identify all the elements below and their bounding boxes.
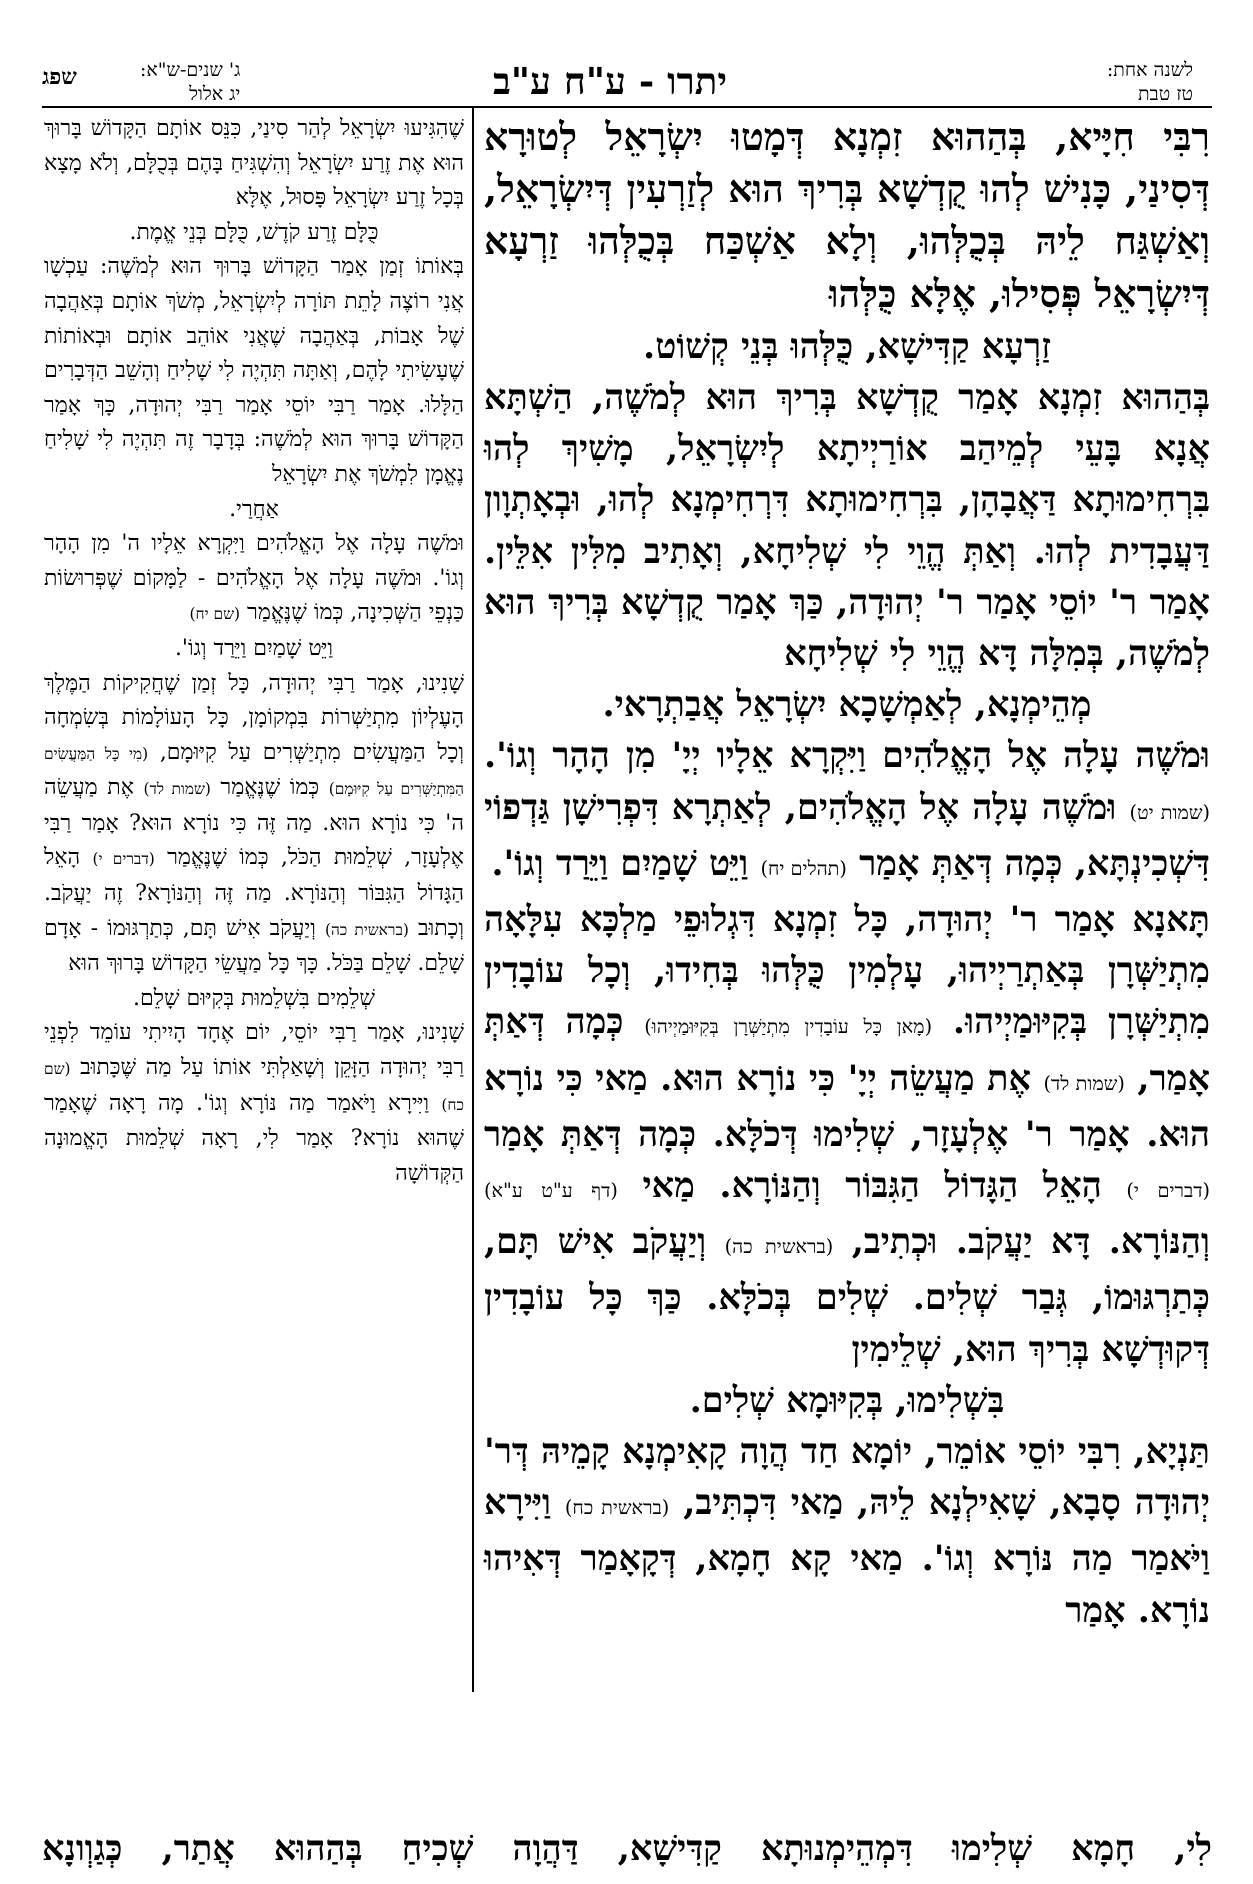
- one-year-schedule: [1107, 58, 1193, 106]
- translation-paragraph-end: שְׁלֵמִים בִּשְׁלֵמוּת בְּקִיּוּם שָׁלֵם.: [132, 985, 376, 1011]
- three-year-schedule: [140, 58, 240, 106]
- main-paragraph: רִבִּי חִיָּיא, בְּהַהוּא זִמְנָא דְּמָטוּ יִשְׂרָאֵל לְטוּרָא דְּסִינַי, כָּנִישׁ לְהוּ קֻדְשָׁא בְּרִיךְ הוּא לְזַרְעִין דְּיִשְׂרָאֵל, וְאַשְׁגַּח לֵיהּ בְּכֻלְּהוּ, וְלָא אַשְׁכַּח בְּכֻלְּהוּ זַרְעָא דְּיִשְׂרָאֵל פְּסִילוּ, אֶלָּא כֻּלְּהוּ: [484, 115, 1210, 316]
- translation-paragraph: שָׁנִינוּ, אָמַר רַבִּי יְהוּדָה, כָּל זְמַן שֶׁחֲקִיקוֹת הַמֶּלֶךְ הָעֶלְיוֹן מִתְיַשְּׁרוֹת בִּמְקוֹמָן, כָּל הָעוֹלָמוֹת בְּשִׂמְחָה וְכָל הַמַּעֲשִׂים מִתְיַשְּׁרִים עַל קִיּוּמָם, (מִי כָּל הַמַּעֲשִׂים הַמִּתְיַשְּׁרִים עַל קִיּוּמָם) כְּמוֹ שֶׁנֶּאֱמַר (שמות לד) אֶת מַעֲשֵׂה ה' כִּי נוֹרָא הוּא. מַה זֶּה כִּי נוֹרָא הוּא? אָמַר רַבִּי אֶלְעָזָר, שְׁלֵמוּת הַכֹּל, כְּמוֹ שֶׁנֶּאֱמַר (דברים י) הָאֵל הַגָּדוֹל הַגִּבּוֹר וְהַנּוֹרָא. מַה זֶּה וְהַנּוֹרָא? זֶה יַעֲקֹב. וְכָתוּב (בראשית כה) וְיַעֲקֹב אִישׁ תָּם, כְּתַרְגּוּמוֹ - אָדָם שָׁלֵם. שָׁלֵם בַּכֹּל. כָּךְ כָּל מַעֲשֵׂי הַקָּדוֹשׁ בָּרוּךְ הוּא: [44, 670, 465, 977]
- translation-paragraph-end: כֻּלָּם זֶרַע קֹדֶשׁ, כֻּלָּם בְּנֵי אֱמֶת.: [129, 219, 379, 245]
- header-divider: [42, 106, 1212, 108]
- gloss-note: (מִי כָּל הַמַּעֲשִׂים הַמִּתְיַשְּׁרִים עַל קִיּוּמָם): [44, 744, 464, 799]
- verse-reference: (בראשית כה): [324, 920, 409, 939]
- folio-reference: (דף ע"ט ע"א): [484, 1179, 618, 1203]
- three-year-label: ג' שנים-ש"א:: [140, 59, 241, 81]
- verse-reference: (תהלים יח): [760, 856, 847, 880]
- one-year-date: טז טבת: [1137, 83, 1193, 105]
- verse-reference: (בראשית כה): [724, 1235, 834, 1259]
- page-number: שפג: [42, 64, 77, 90]
- translation-paragraph: שָׁנִינוּ, אָמַר רַבִּי יוֹסֵי, יוֹם אֶחָד הָיִיתִי עוֹמֵד לִפְנֵי רַבִּי יְהוּדָה הַזָּקֵן וְשָׁאַלְתִּי אוֹתוֹ עַל מַה שֶּׁכָּתוּב (שם כח) וַיִּירָא וַיֹּאמַר מַה נּוֹרָא וְגוֹ'. מָה רָאָה שֶׁאָמַר שֶׁהוּא נוֹרָא? אָמַר לִי, רָאָה שְׁלֵמוּת הָאֱמוּנָה הַקְּדוֹשָׁה: [44, 1020, 464, 1186]
- main-paragraph: בְּהַהוּא זִמְנָא אָמַר קֻדְשָׁא בְּרִיךְ הוּא לְמֹשֶׁה, הַשְׁתָּא אֲנָא בָּעֵי לְמֵיהַב אוֹרַיְיתָא לְיִשְׂרָאֵל, מָשִׁיךְ לְהוּ בִּרְחִימוּתָא דַּאֲבָהָן, בִּרְחִימוּתָא דִּרְחִימְנָא לְהוּ, וּבְאָתְוָון דַּעֲבָדִית לְהוּ. וְאַתְּ הֱוֵי לִי שְׁלִיחָא, וְאָתִיב מִלִּין אִלֵּין. אָמַר ר' יוֹסֵי אָמַר ר' יְהוּדָה, כַּךְ אָמַר קֻדְשָׁא בְּרִיךְ הוּא לְמֹשֶׁה, בְּמִלָּה דָּא הֱוֵי לִי שְׁלִיחָא: [484, 377, 1210, 675]
- translation-paragraph-end: וַיֵּט שָׁמַיִם וַיֵּרַד וְגוֹ'.: [174, 635, 334, 661]
- main-paragraph: תָּאנָא אָמַר ר' יְהוּדָה, כָּל זִמְנָא דִּגְלוּפֵי מַלְכָּא עִלָּאָה מִתְיַשְּׁרָן בְּאַתְרַיְיהוּ, עָלְמִין כֻּלְּהוּ בְּחִידוּ, וְכָל עוֹבָדִין מִתְיַשְּׁרָן בְּקִיּוּמַיְיהוּ. (מָאן כָּל עוֹבָדִין מִתְיַשְּׁרָן בְּקִיּוּמַיְיהוּ) כְּמָה דְּאַתְּ אָמַר, (שמות לד) אֶת מַעֲשֵׂה יְיָ' כִּי נוֹרָא הוּא. מַאי כִּי נוֹרָא הוּא. אָמַר ר' אֶלְעָזָר, שְׁלִימוּ דְּכֹלָּא. כְּמָה דְּאַתְּ אָמַר (דברים י) הָאֵל הַגָּדוֹל הַגִּבּוֹר וְהַנּוֹרָא. מַאי (דף ע"ט ע"א) וְהַנּוֹרָא. דָּא יַעֲקֹב. וּכְתִיב, (בראשית כה) וְיַעֲקֹב אִישׁ תָּם, כְּתַרְגּוּמוֹ, גְּבַר שְׁלִים. שְׁלִים בְּכֹלָּא. כַּךְ כָּל עוֹבָדִין דְּקוּדְשָׁא בְּרִיךְ הוּא, שְׁלֵימִין: [484, 899, 1211, 1370]
- verse-reference: (שמות לד): [143, 780, 211, 799]
- translation-paragraph: בְּאוֹתוֹ זְמַן אָמַר הַקָּדוֹשׁ בָּרוּךְ הוּא לְמֹשֶׁה: עַכְשָׁו אֲנִי רוֹצֶה לָתֵת תּוֹרָה לְיִשְׂרָאֵל, מְשֹׁךְ אוֹתָם בְּאַהֲבָה שֶׁל אָבוֹת, בְּאַהֲבָה שֶׁאֲנִי אוֹהֵב אוֹתָם וּבְאוֹתוֹת שֶׁעָשִׂיתִי לָהֶם, וְאַתָּה תִּהְיֶה לִי שָׁלִיחַ וְהָשֵׁב הַדְּבָרִים הַלָּלוּ. אָמַר רַבִּי יוֹסֵי אָמַר רַבִּי יְהוּדָה, כָּךְ אָמַר הַקָּדוֹשׁ בָּרוּךְ הוּא לְמֹשֶׁה: בְּדָבָר זֶה תִּהְיֶה לִי שָׁלִיחַ נֶאֱמָן לִמְשֹׁךְ אֶת יִשְׂרָאֵל: [44, 254, 464, 487]
- main-paragraph: וּמֹשֶׁה עָלָה אֶל הָאֱלֹהִים וַיִּקְרָא אֵלָיו יְיָ' מִן הָהָר וְגוֹ'. (שמות יט) וּמֹשֶׁה עָלָה אֶל הָאֱלֹהִים, לְאַתְרָא דִּפְרִישָׁן גַּדְפוֹי דִּשְׁכִינְתָּא, כְּמָה דְּאַתְּ אָמַר (תהלים יח) וַיֵּט שָׁמַיִם וַיֵּרַד וְגוֹ'.: [484, 735, 1210, 884]
- page-title: יתרו - ע"ח ע"ב: [492, 59, 728, 103]
- verse-reference: (שמות יט): [1129, 800, 1210, 824]
- verse-reference: (שם כח): [44, 1060, 464, 1114]
- verse-reference: (דברים י): [92, 850, 155, 869]
- main-paragraph: תַּנְיָא, רִבִּי יוֹסֵי אוֹמֵר, יוֹמָא חַד הֲוָה קָאִימְנָא קָמֵיהּ דְּר' יְהוּדָה סָבָא, שָׁאִילְנָא לֵיהּ, מַאי דִּכְתִּיב, (בראשית כח) וַיִּירָא וַיֹּאמַר מַה נּוֹרָא וְגוֹ'. מַאי קָא חָמָא, דְּקָאָמַר דְּאִיהוּ נוֹרָא. אָמַר: [484, 1431, 1210, 1631]
- main-text-column: [484, 112, 1210, 1692]
- main-paragraph-end: בִּשְׁלִימוּ, בְּקִיּוּמָא שְׁלִים.: [689, 1379, 1005, 1421]
- main-paragraph-end: מְהֵימְנָא, לְאַמְשָׁכָא יִשְׂרָאֵל אֲבַתְרָאי.: [602, 684, 1092, 726]
- main-paragraph-end: זַרְעָא קַדִּישָׁא, כֻּלְּהוּ בְּנֵי קְשׁוֹט.: [643, 325, 1051, 367]
- translation-paragraph: שֶׁהִגִּיעוּ יִשְׂרָאֵל לְהַר סִינַי, כִּנֵּס אוֹתָם הַקָּדוֹשׁ בָּרוּךְ הוּא אֶת זֶרַע יִשְׂרָאֵל וְהִשְׁגִּיחַ בָּהֶם בְּכֻלָּם, וְלֹא מָצָא בְּכָל זֶרַע יִשְׂרָאֵל פָּסוּל, אֶלָּא: [44, 116, 464, 211]
- translation-column: [44, 112, 464, 1692]
- translation-paragraph-end: אַחֲרַי.: [229, 496, 279, 522]
- verse-reference: (שם יח): [189, 605, 241, 624]
- verse-reference: (בראשית כח): [564, 1496, 670, 1520]
- one-year-label: לשנה אחת:: [1106, 59, 1193, 81]
- page-header: [0, 0, 1253, 105]
- verse-reference: (שמות לד): [1043, 1071, 1125, 1095]
- verse-reference: (דברים י): [1126, 1179, 1211, 1203]
- gloss-note: (מָאן כָּל עוֹבָדִין מִתְיַשְּׁרָן בְּקִיּוּמַיְיהוּ): [644, 1015, 933, 1039]
- continuation-line: לִי, חָמָא שְׁלִימוּ דִּמְהֵימְנוּתָא קַדִּישָׁא, דַּהֲוָה שְׁכִיחַ בְּהַהוּא אֲתַר, כְּגַוְונָא: [42, 1828, 1212, 1869]
- column-divider: [472, 108, 474, 1692]
- three-year-date: יג אלול: [189, 83, 241, 105]
- translation-paragraph: וּמֹשֶׁה עָלָה אֶל הָאֱלֹהִים וַיִּקְרָא אֵלָיו ה' מִן הָהָר וְגוֹ'. וּמֹשֶׁה עָלָה אֶל הָאֱלֹהִים - לַמָּקוֹם שֶׁפְּרוּשׂוֹת כַּנְפֵי הַשְּׁכִינָה, כְּמוֹ שֶׁנֶּאֱמַר (שם יח): [44, 531, 464, 626]
